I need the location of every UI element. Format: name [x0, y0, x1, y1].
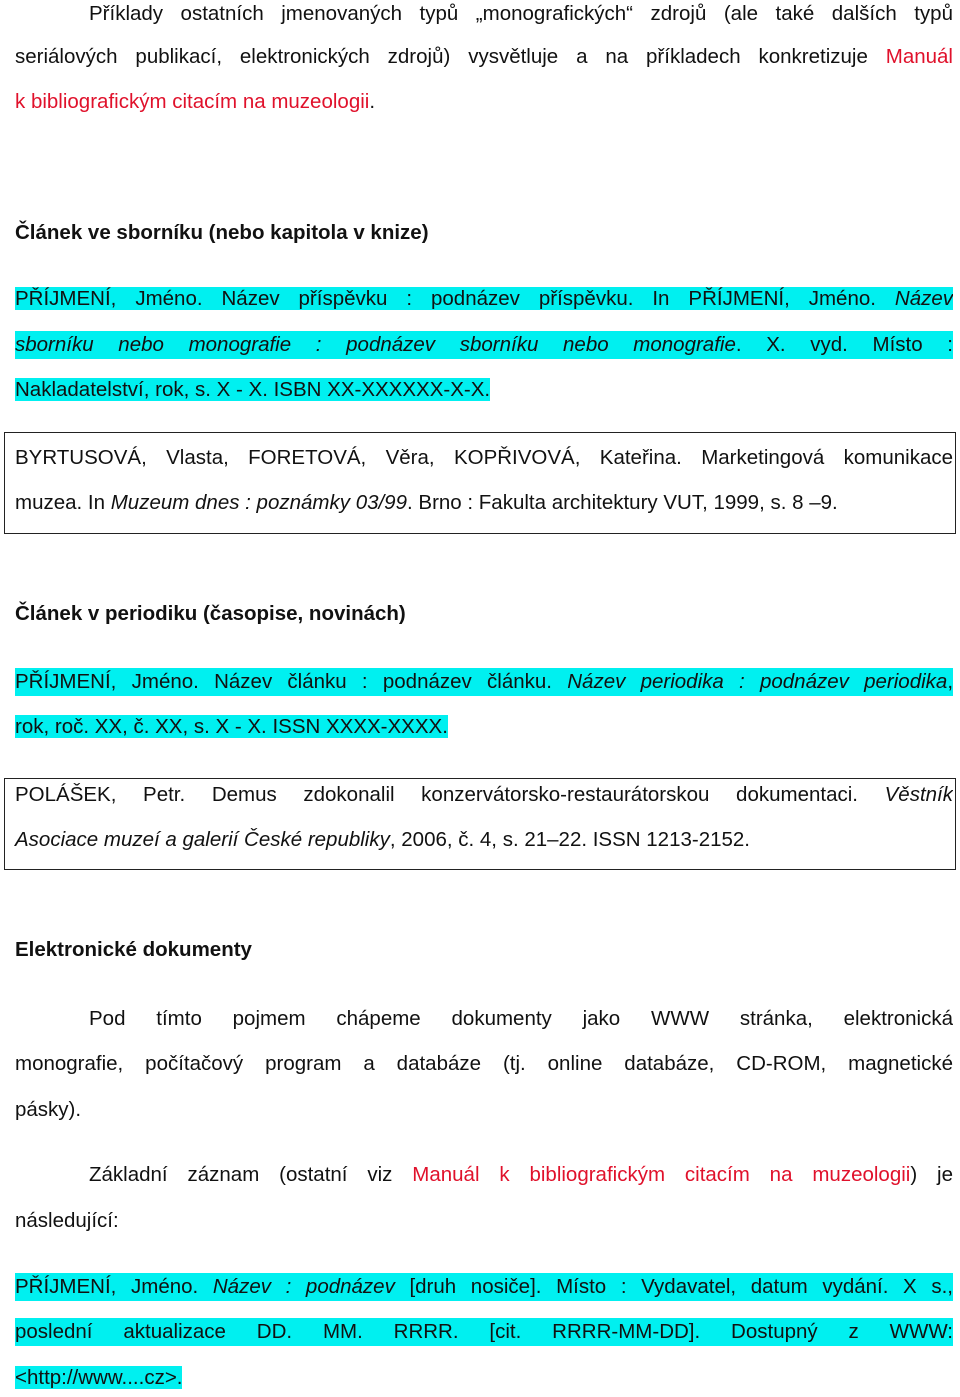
electronic-para-line-3: pásky). [15, 1098, 82, 1121]
template-1-line-3: Nakladatelství, rok, s. X - X. ISBN XX-XXXXXX-X-X. [15, 378, 491, 401]
basic-record-line-1: Základní záznam (ostatní viz Manuál k bibliografickým citacím na muzeologii) je [89, 1163, 953, 1186]
example-1-line-2: muzea. In Muzeum dnes : poznámky 03/99. Brno : Fakulta architektury VUT, 1999, s. 8 –9. [15, 491, 838, 514]
template-3-line-1: PŘÍJMENÍ, Jméno. Název : podnázev [druh nosiče]. Místo : Vydavatel, datum vydání. X s., [15, 1273, 953, 1301]
section-heading-article-in-proceedings: Článek ve sborníku (nebo kapitola v knize) [15, 221, 429, 244]
electronic-para-line-2: monografie, počítačový program a databáze (tj. online databáze, CD-ROM, magnetické [15, 1052, 953, 1075]
template-3-line-2: poslední aktualizace DD. MM. RRRR. [cit. RRRR-MM-DD]. Dostupný z WWW: [15, 1318, 953, 1346]
intro-line-3: k bibliografickým citacím na muzeologii. [15, 90, 376, 113]
example-1-line-1: BYRTUSOVÁ, Vlasta, FORETOVÁ, Věra, KOPŘIVOVÁ, Kateřina. Marketingová komunikace [15, 446, 953, 469]
example-2-line-2: Asociace muzeí a galerií České republiky, 2006, č. 4, s. 21–22. ISSN 1213-2152. [15, 828, 751, 851]
intro-line-2 [15, 43, 953, 71]
intro-line-1 [89, 0, 953, 28]
basic-record-line-2: následující: [15, 1209, 119, 1232]
manual-link-part-1[interactable]: Manuál [885, 45, 953, 68]
intro-text-1: Příklady ostatních jmenovaných typů „monografických“ zdrojů (ale také dalších typů [89, 2, 953, 25]
template-2-line-2: rok, roč. XX, č. XX, s. X - X. ISSN XXXX-XXXX. [15, 715, 448, 738]
intro-text-2: seriálových publikací, elektronických zdrojů) vysvětluje a na příkladech konkretizuje [15, 45, 886, 68]
template-1-line-2: sborníku nebo monografie : podnázev sborníku nebo monografie. X. vyd. Místo : [15, 331, 953, 359]
template-2-line-1: PŘÍJMENÍ, Jméno. Název článku : podnázev článku. Název periodika : podnázev periodika, [15, 668, 953, 696]
section-heading-article-in-periodical: Článek v periodiku (časopise, novinách) [15, 602, 406, 625]
electronic-para-line-1: Pod tímto pojmem chápeme dokumenty jako WWW stránka, elektronická [89, 1007, 953, 1030]
manual-link-2[interactable]: Manuál k bibliografickým citacím na muzeologii [412, 1163, 911, 1186]
section-heading-electronic-documents: Elektronické dokumenty [15, 938, 252, 961]
template-1-line-1: PŘÍJMENÍ, Jméno. Název příspěvku : podnázev příspěvku. In PŘÍJMENÍ, Jméno. Název [15, 287, 953, 310]
example-2-line-1: POLÁŠEK, Petr. Demus zdokonalil konzervátorsko-restaurátorskou dokumentaci. Věstník [15, 783, 953, 806]
template-3-line-3: <http://www....cz>. [15, 1366, 183, 1389]
manual-link-part-2[interactable]: k bibliografickým citacím na muzeologii [15, 90, 370, 113]
